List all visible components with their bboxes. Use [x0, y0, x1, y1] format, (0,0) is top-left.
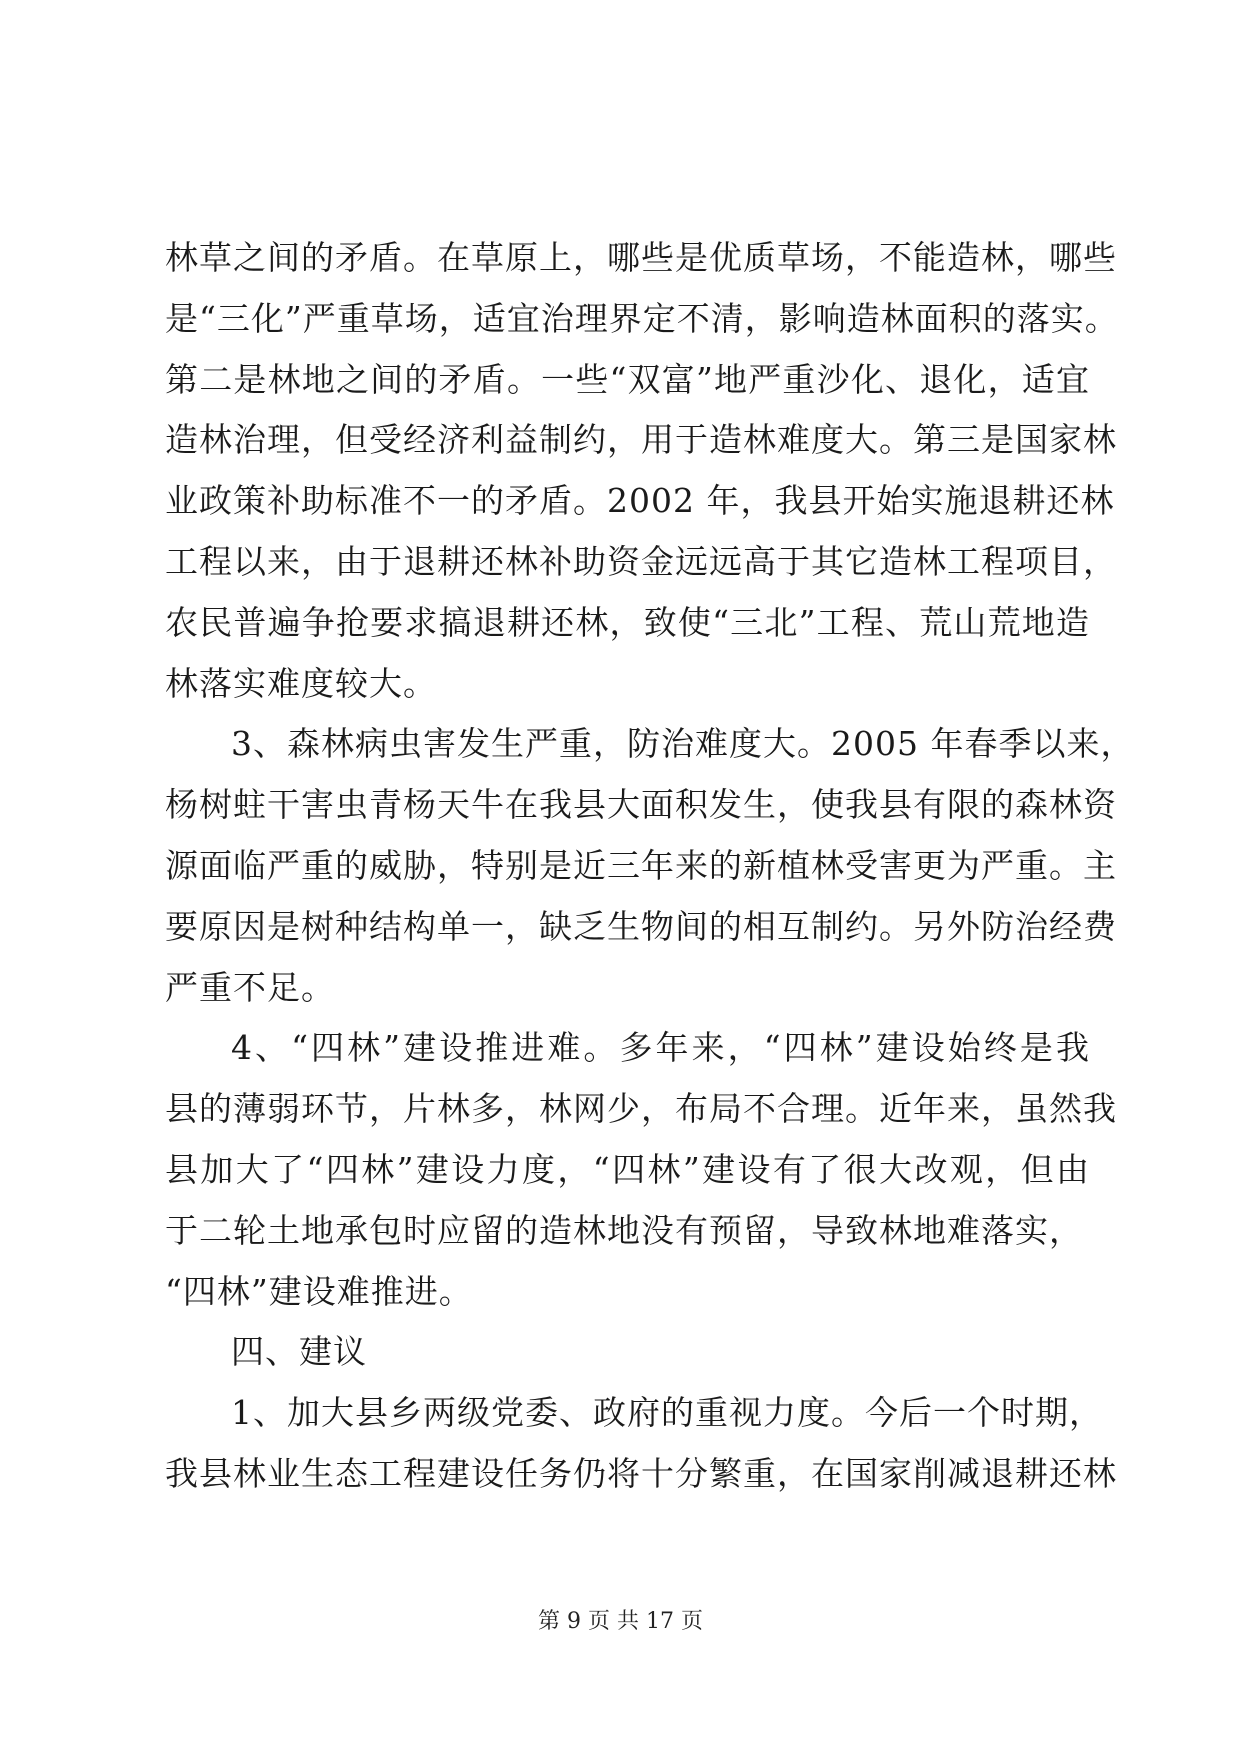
paragraph-start: 1、加大县乡两级党委、政府的重视力度。今后一个时期， — [231, 1393, 1103, 1433]
text-line: 县的薄弱环节，片林多，林网少，布局不合理。近年来，虽然我 — [165, 1089, 1117, 1129]
text-line: 造林治理，但受经济利益制约，用于造林难度大。第三是国家林 — [165, 420, 1117, 460]
text-line: 杨树蛀干害虫青杨天牛在我县大面积发生，使我县有限的森林资 — [165, 785, 1117, 825]
paragraph-start: 4、“四林”建设推进难。多年来，“四林”建设始终是我 — [231, 1028, 1090, 1068]
text-line: 要原因是树种结构单一，缺乏生物间的相互制约。另外防治经费 — [165, 906, 1117, 946]
text-line: 源面临严重的威胁，特别是近三年来的新植林受害更为严重。主 — [165, 845, 1117, 885]
text-line: 严重不足。 — [165, 967, 335, 1007]
text-line: 林落实难度较大。 — [165, 663, 437, 703]
text-line: “四林”建设难推进。 — [165, 1271, 473, 1311]
text-line: 县加大了“四林”建设力度，“四林”建设有了很大改观，但由 — [165, 1149, 1090, 1189]
text-line: 我县林业生态工程建设任务仍将十分繁重，在国家削减退耕还林 — [165, 1453, 1117, 1493]
text-line: 农民普遍争抢要求搞退耕还林，致使“三北”工程、荒山荒地造 — [165, 602, 1090, 642]
text-line: 第二是林地之间的矛盾。一些“双富”地严重沙化、退化，适宜 — [165, 359, 1090, 399]
text-line: 林草之间的矛盾。在草原上，哪些是优质草场，不能造林，哪些 — [165, 238, 1117, 277]
text-line: 是“三化”严重草场，适宜治理界定不清，影响造林面积的落实。 — [165, 298, 1119, 338]
text-line: 业政策补助标准不一的矛盾。2002 年，我县开始实施退耕还林 — [165, 481, 1115, 521]
paragraph-start: 3、森林病虫害发生严重，防治难度大。2005 年春季以来， — [231, 724, 1135, 764]
text-line: 工程以来，由于退耕还林补助资金远远高于其它造林工程项目， — [165, 541, 1117, 581]
section-heading: 四、建议 — [231, 1332, 367, 1372]
document-body — [165, 228, 1135, 1505]
text-line: 于二轮土地承包时应留的造林地没有预留，导致林地难落实， — [165, 1210, 1083, 1250]
page-footer: 第 9 页 共 17 页 — [538, 1609, 703, 1634]
